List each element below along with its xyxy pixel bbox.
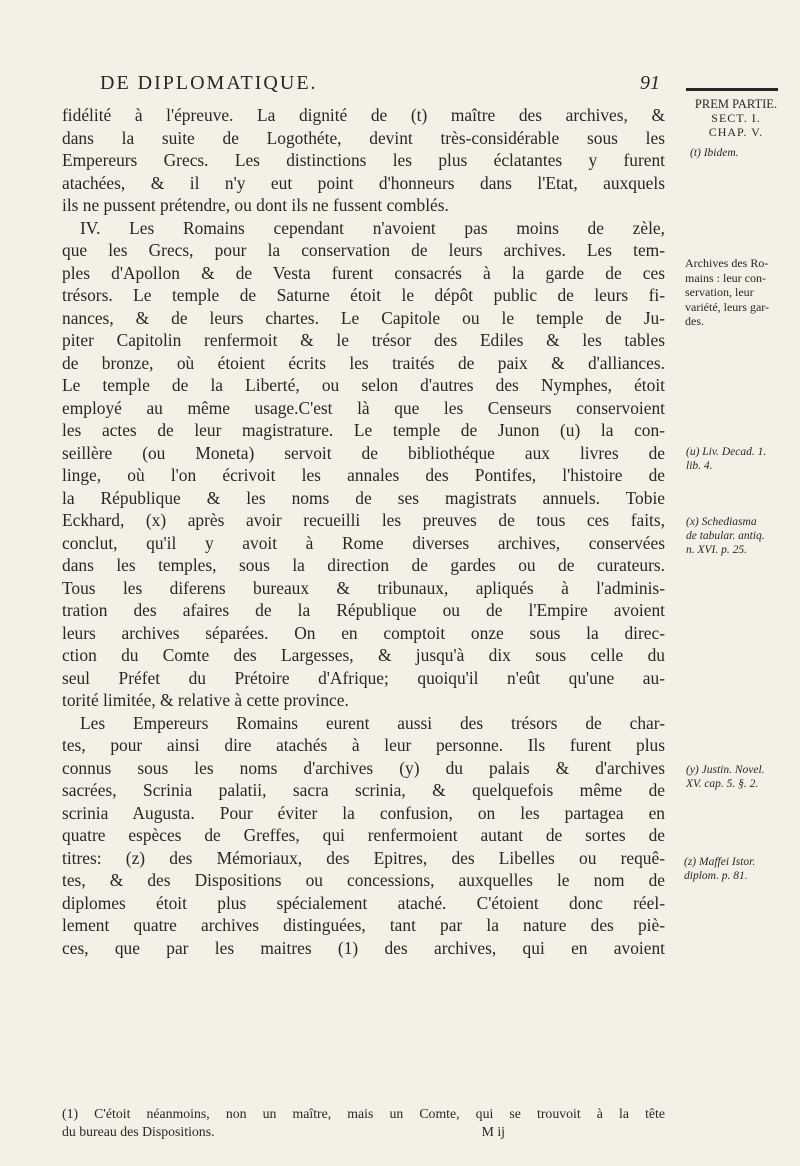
text-line: nances, & de leurs chartes. Le Capitole ou le temple de Ju- <box>62 307 665 328</box>
signature-mark: M ij <box>481 1124 505 1139</box>
margin-note-y <box>686 763 796 791</box>
margin-note-line: lib. 4. <box>686 460 713 472</box>
margin-note-x <box>686 515 796 557</box>
chapter-label: CHAP. V. <box>708 125 764 139</box>
text-line: fidélité à l'épreuve. La dignité de (t) maître des archives, & <box>62 105 665 125</box>
margin-note-line: (x) Schediasma <box>686 516 757 528</box>
text-line: ces, que par les maitres (1) des archives, qui en avoient <box>62 937 665 958</box>
footnote-line-last <box>62 1123 665 1141</box>
text-line: trésors. Le temple de Saturne étoit le dépôt public de leurs fi- <box>62 285 665 305</box>
margin-note-u <box>686 445 796 473</box>
text-line: employé au même usage.C'est là que les Censeurs conservoient <box>62 397 665 418</box>
heading-rule <box>686 88 778 91</box>
text-line: dans la suite de Logothéte, devint très-considérable sous les <box>62 127 665 148</box>
text-line: tes, & des Dispositions ou concessions, auxquelles le nom de <box>62 870 665 890</box>
text-line: de bronze, où étoient écrits les traités de paix & d'alliances. <box>62 352 665 373</box>
margin-note-t <box>690 146 800 160</box>
text-line: connus sous les noms d'archives (y) du palais & d'archives <box>62 757 665 778</box>
margin-note-line: XV. cap. 5. §. 2. <box>686 778 759 790</box>
margin-note-z <box>684 855 794 883</box>
text-line: que les Grecs, pour la conservation de leurs archives. Les tem- <box>62 240 665 260</box>
text-line: seul Préfet du Prétoire d'Afrique; quoiqu'il n'eût qu'une au- <box>62 667 665 688</box>
running-head <box>100 72 660 95</box>
footnote <box>62 1105 665 1141</box>
footnote-line: du bureau des Dispositions. <box>62 1124 215 1139</box>
text-line: diplomes étoit plus spécialement ataché. C'étoient donc réel- <box>62 892 665 913</box>
text-line: IV. Les Romains cependant n'avoient pas moins de zèle, <box>80 217 665 238</box>
text-line: conclut, qu'il y avoit à Rome diverses archives, conservées <box>62 532 665 553</box>
margin-note-line: diplom. p. 81. <box>684 870 748 882</box>
footnote-line: (1) C'étoit néanmoins, non un maître, mais un Comte, qui se trouvoit à la tête <box>62 1106 665 1121</box>
text-line: linge, où l'on écrivoit les annales des Pontifes, l'histoire de <box>62 465 665 485</box>
margin-note-line: (z) Maffei Istor. <box>684 856 756 868</box>
text-line: scrinia Augusta. Pour éviter la confusion, on les partagea en <box>62 802 665 823</box>
text-line: Tous les diferens bureaux & tribunaux, apliqués à l'adminis- <box>62 577 665 598</box>
margin-note-line: (y) Justin. Novel. <box>686 764 765 776</box>
section-label: SECT. I. <box>711 111 761 125</box>
text-line: la République & les noms de ses magistrats annuels. Tobie <box>62 487 665 508</box>
running-title: DE DIPLOMATIQUE. <box>100 72 318 94</box>
text-line: dans les temples, sous la direction de gardes ou de curateurs. <box>62 555 665 575</box>
page-number: 91 <box>640 72 660 94</box>
text-line: leurs archives séparées. On en comptoit onze sous la direc- <box>62 622 665 643</box>
margin-summary-line: mains : leur con- <box>685 270 766 285</box>
text-line: piter Capitolin renfermoit & le trésor des Ediles & les tables <box>62 330 665 350</box>
margin-note-line: (t) Ibidem. <box>690 147 739 159</box>
section-heading <box>686 88 786 139</box>
text-line: ples d'Apollon & de Vesta furent consacrés à la garde de ces <box>62 262 665 283</box>
margin-summary-line: variété, leurs gar- <box>685 299 770 314</box>
text-line: ils ne pussent prétendre, ou dont ils ne fussent comblés. <box>62 195 449 215</box>
margin-note-line: n. XVI. p. 25. <box>686 544 748 556</box>
margin-summary-line: servation, leur <box>685 285 754 299</box>
text-line: torité limitée, & relative à cette province. <box>62 690 349 710</box>
margin-summary-line: Archives des Ro- <box>685 256 769 270</box>
text-line: les actes de leur magistrature. Le temple de Junon (u) la con- <box>62 420 665 440</box>
margin-summary <box>685 256 795 329</box>
margin-note-line: de tabular. antiq. <box>686 530 765 542</box>
text-line: Empereurs Grecs. Les distinctions les plus éclatantes y furent <box>62 150 665 170</box>
part-label: PREM PARTIE. <box>694 97 778 111</box>
text-line: Le temple de la Liberté, ou selon d'autres des Nymphes, étoit <box>62 375 665 395</box>
main-text-block <box>62 104 665 959</box>
text-line: titres: (z) des Mémoriaux, des Epitres, des Libelles ou requê- <box>62 847 665 868</box>
text-line: Eckhard, (x) après avoir recueilli les preuves de tous ces faits, <box>62 510 665 530</box>
margin-note-line: (u) Liv. Decad. 1. <box>686 446 767 458</box>
text-line: tes, pour ainsi dire atachés à leur personne. Ils furent plus <box>62 735 665 755</box>
text-line: Les Empereurs Romains eurent aussi des trésors de char- <box>80 712 665 733</box>
text-line: lement quatre archives distinguées, tant par la nature des piè- <box>62 915 665 935</box>
text-line: atachées, & il n'y eut point d'honneurs dans l'Etat, auxquels <box>62 172 665 193</box>
text-line: quatre espèces de Greffes, qui renfermoient autant de sortes de <box>62 825 665 845</box>
text-line: tration des afaires de la République ou de l'Empire avoient <box>62 600 665 620</box>
text-line: sacrées, Scrinia palatii, sacra scrinia, & quelquefois même de <box>62 780 665 800</box>
margin-summary-line: des. <box>685 314 704 328</box>
text-line: seillère (ou Moneta) servoit de bibliothéque aux livres de <box>62 442 665 463</box>
text-line: ction du Comte des Largesses, & jusqu'à dix sous celle du <box>62 645 665 665</box>
